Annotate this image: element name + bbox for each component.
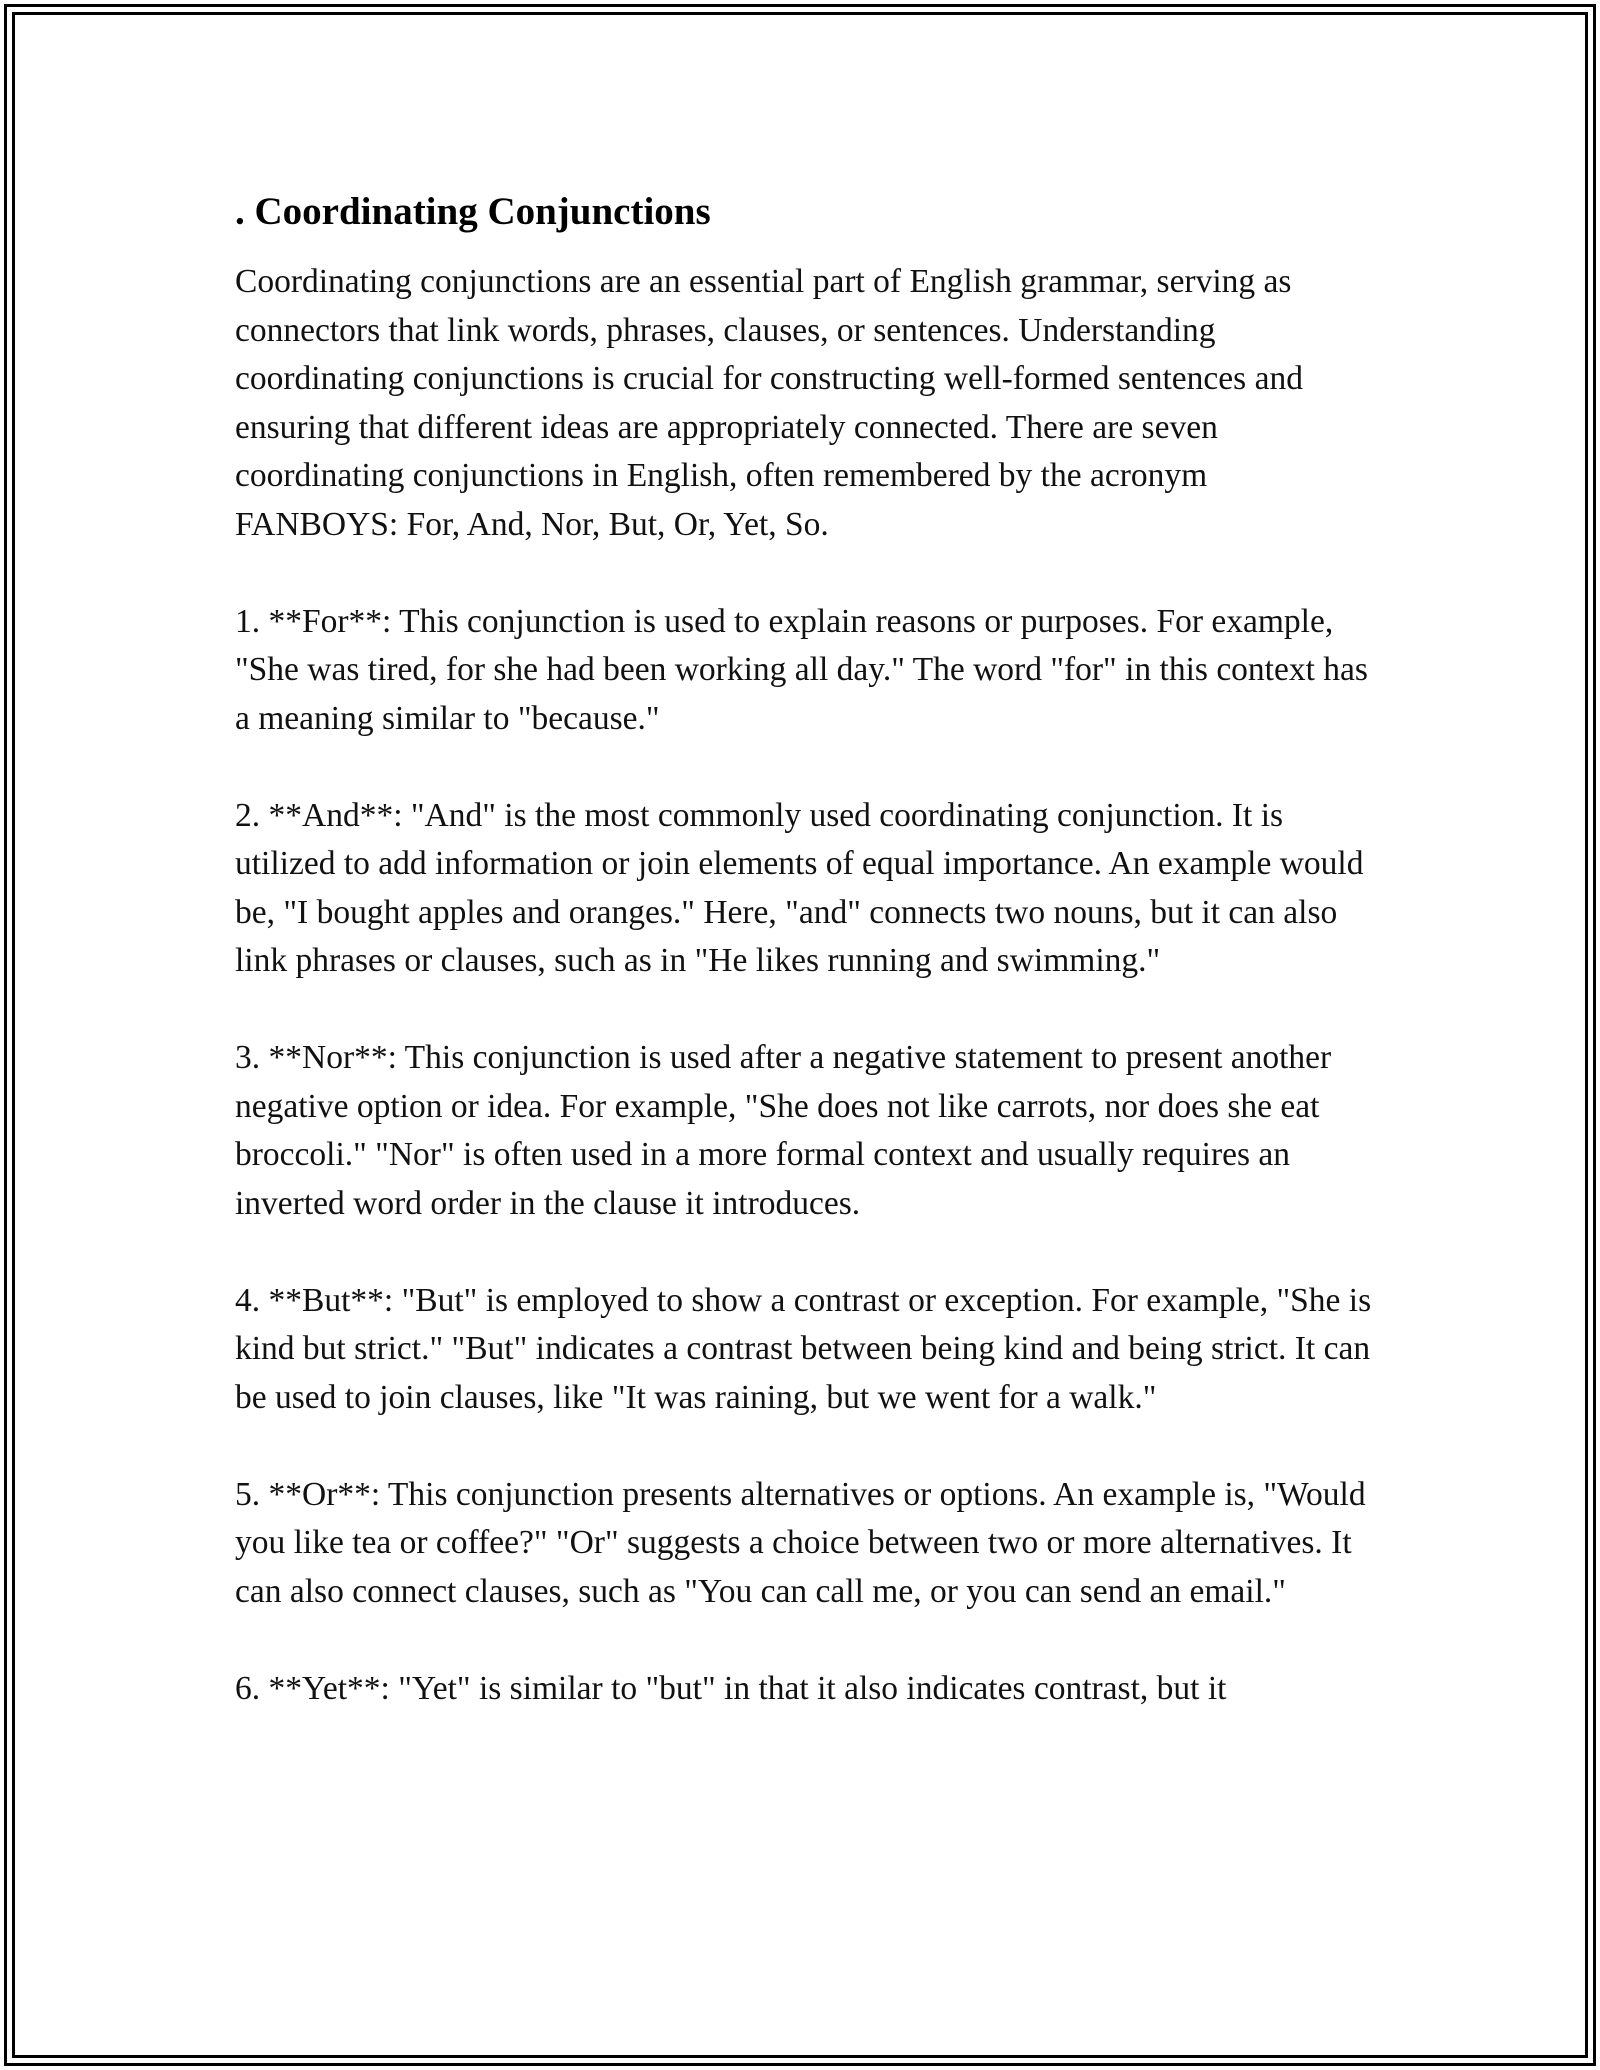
- list-item-and: 2. **And**: "And" is the most commonly used coordinating conjunction. It is utilized to add information or join elements of equal importance. An example would be, "I bought apples and oranges." Here, "and" connects two nouns, but it can also link phrases or clauses, such as in "He likes running and swimming.": [235, 796, 1364, 979]
- list-item-or: 5. **Or**: This conjunction presents alternatives or options. An example is, "Would you like tea or coffee?" "Or" suggests a choice between two or more alternatives. It can also connect clauses, such as "You can call me, or you can send an email.": [235, 1475, 1366, 1610]
- intro-paragraph: Coordinating conjunctions are an essential part of English grammar, serving as connectors that link words, phrases, clauses, or sentences. Understanding coordinating conjunctions is crucial for constructing well-formed sentences and ensuring that different ideas are appropriately connected. There are seven coordinating conjunctions in English, often remembered by the acronym FANBOYS: For, And, Nor, But, Or, Yet, So.: [235, 263, 1303, 543]
- list-item-yet: 6. **Yet**: "Yet" is similar to "but" in that it also indicates contrast, but it: [235, 1669, 1227, 1707]
- document-body: [235, 184, 1375, 1762]
- page-title: . Coordinating Conjunctions: [235, 190, 711, 233]
- list-item-nor: 3. **Nor**: This conjunction is used after a negative statement to present another negative option or idea. For example, "She does not like carrots, nor does she eat broccoli." "Nor" is often used in a more formal context and usually requires an inverted word order in the clause it introduces.: [235, 1039, 1332, 1222]
- list-item-for: 1. **For**: This conjunction is used to explain reasons or purposes. For example, "She was tired, for she had been working all day." The word "for" in this context has a meaning similar to "because.": [235, 602, 1368, 737]
- list-item-but: 4. **But**: "But" is employed to show a contrast or exception. For example, "She is kind but strict." "But" indicates a contrast between being kind and being strict. It can be used to join clauses, like "It was raining, but we went for a walk.": [235, 1281, 1372, 1416]
